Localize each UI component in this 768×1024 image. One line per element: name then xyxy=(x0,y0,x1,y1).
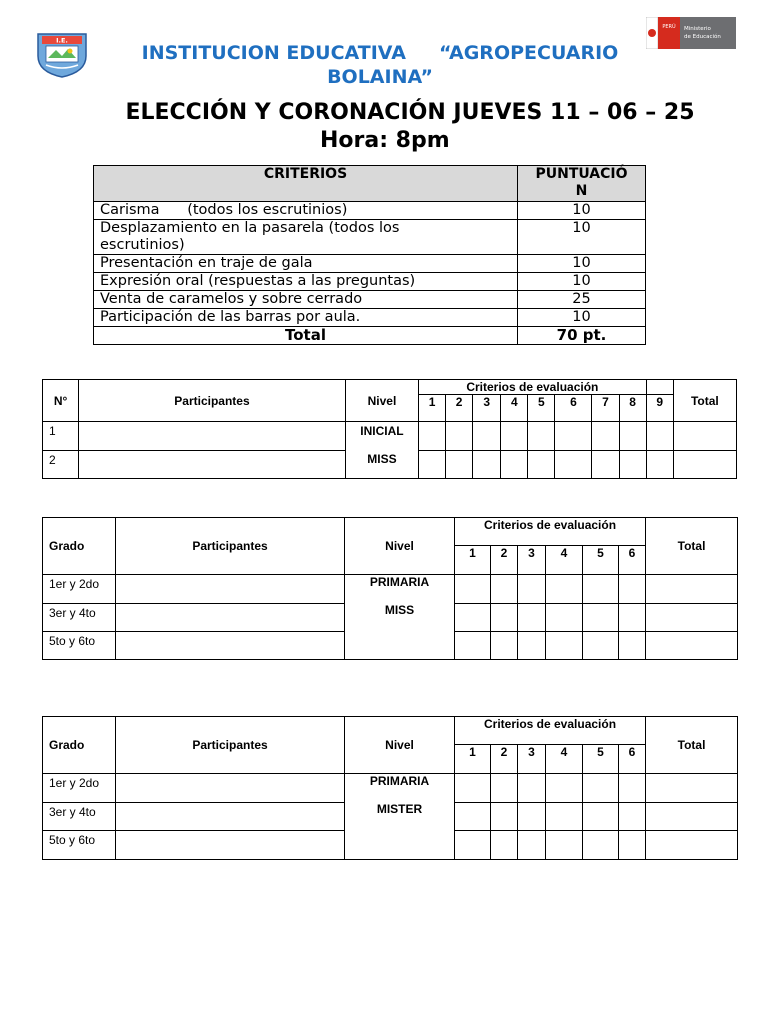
score-cell[interactable] xyxy=(583,774,619,803)
grade-header: Grado xyxy=(43,518,116,575)
event-title: ELECCIÓN Y CORONACIÓN JUEVES 11 – 06 – 25 xyxy=(125,100,695,125)
score-cell[interactable] xyxy=(555,422,592,451)
ministry-country-text: PERÚ xyxy=(662,24,676,30)
criteria-row xyxy=(94,220,646,255)
points-header xyxy=(518,166,646,202)
participants-header: Participantes xyxy=(116,717,345,774)
level-cell xyxy=(345,774,455,860)
grade-label: 3er y 4to xyxy=(43,803,116,831)
score-cell[interactable] xyxy=(491,575,518,604)
score-cell[interactable] xyxy=(491,831,518,860)
criterion-points: 10 xyxy=(518,255,646,273)
score-cell[interactable] xyxy=(619,831,646,860)
score-cell[interactable] xyxy=(491,604,518,632)
criterion-number: 4 xyxy=(546,745,583,774)
score-cell[interactable] xyxy=(555,451,592,479)
participants-header: Participantes xyxy=(79,380,346,422)
criteria-header: CRITERIOS xyxy=(94,166,518,202)
total-cell[interactable] xyxy=(673,422,736,451)
criterion-number: 3 xyxy=(518,546,546,575)
participant-cell[interactable] xyxy=(116,803,345,831)
score-cell[interactable] xyxy=(546,774,583,803)
criterion-number: 8 xyxy=(619,395,646,422)
criteria-evaluation-header: Criterios de evaluación xyxy=(419,380,647,395)
score-cell[interactable] xyxy=(546,604,583,632)
criterion-number: 2 xyxy=(491,546,518,575)
criterion-points: 10 xyxy=(518,220,646,255)
criterion-points: 10 xyxy=(518,273,646,291)
criteria-total-row xyxy=(94,327,646,345)
criteria-row xyxy=(94,273,646,291)
total-header: Total xyxy=(673,380,736,422)
total-cell[interactable] xyxy=(646,604,738,632)
institution-name-line2: BOLAINA” xyxy=(327,66,433,88)
criterion-number: 7 xyxy=(592,395,619,422)
criterion-number: 5 xyxy=(583,745,619,774)
criterion-number: 2 xyxy=(491,745,518,774)
ministry-name-line2: de Educación xyxy=(684,34,721,40)
score-cell[interactable] xyxy=(546,803,583,831)
grade-row xyxy=(43,575,738,604)
grade-label: 5to y 6to xyxy=(43,632,116,660)
total-cell[interactable] xyxy=(673,451,736,479)
score-cell[interactable] xyxy=(518,774,546,803)
score-cell[interactable] xyxy=(491,803,518,831)
criterion-number: 2 xyxy=(446,395,473,422)
score-cell[interactable] xyxy=(583,803,619,831)
score-cell[interactable] xyxy=(528,451,555,479)
score-cell[interactable] xyxy=(455,575,491,604)
criteria-row xyxy=(94,255,646,273)
participant-cell[interactable] xyxy=(116,632,345,660)
institution-name-line1: INSTITUCION EDUCATIVA “AGROPECUARIO xyxy=(141,42,619,64)
evaluation-table-inicial xyxy=(42,379,737,479)
score-cell[interactable] xyxy=(455,632,491,660)
total-cell[interactable] xyxy=(646,803,738,831)
criterion-text: Desplazamiento en la pasarela (todos los escrutinios) xyxy=(94,220,518,255)
participants-header: Participantes xyxy=(116,518,345,575)
level-line2: MISS xyxy=(384,603,415,617)
criterion-number: 3 xyxy=(473,395,501,422)
score-cell[interactable] xyxy=(619,774,646,803)
criteria-evaluation-header: Criterios de evaluación xyxy=(455,717,646,745)
score-cell[interactable] xyxy=(528,422,555,451)
total-cell[interactable] xyxy=(646,632,738,660)
score-cell[interactable] xyxy=(491,774,518,803)
grade-row xyxy=(43,774,738,803)
criteria-table xyxy=(93,165,646,345)
total-value: 70 pt. xyxy=(518,327,646,345)
grade-label: 5to y 6to xyxy=(43,831,116,860)
score-cell[interactable] xyxy=(619,803,646,831)
evaluation-table-primaria-mister xyxy=(42,716,738,860)
criterion-number: 5 xyxy=(583,546,619,575)
criterion-number: 1 xyxy=(455,745,491,774)
criterion-text: Expresión oral (respuestas a las preguntas) xyxy=(94,273,518,291)
score-cell[interactable] xyxy=(446,451,473,479)
score-cell[interactable] xyxy=(455,831,491,860)
row-number: 2 xyxy=(43,451,79,479)
score-cell[interactable] xyxy=(518,575,546,604)
score-cell[interactable] xyxy=(446,422,473,451)
number-header: N° xyxy=(43,380,79,422)
participant-cell[interactable] xyxy=(116,774,345,803)
score-cell[interactable] xyxy=(491,632,518,660)
total-header: Total xyxy=(646,518,738,575)
score-cell[interactable] xyxy=(501,451,528,479)
criterion-number: 1 xyxy=(419,395,446,422)
score-cell[interactable] xyxy=(455,604,491,632)
score-cell[interactable] xyxy=(455,803,491,831)
criterion-number: 6 xyxy=(619,546,646,575)
level-header: Nivel xyxy=(345,717,455,774)
score-cell[interactable] xyxy=(518,604,546,632)
participant-cell[interactable] xyxy=(79,451,346,479)
score-cell[interactable] xyxy=(619,575,646,604)
score-cell[interactable] xyxy=(546,575,583,604)
level-line1: PRIMARIA xyxy=(369,575,430,589)
level-line1: INICIAL xyxy=(360,424,404,438)
criterion-number: 1 xyxy=(455,546,491,575)
score-cell[interactable] xyxy=(518,831,546,860)
score-cell[interactable] xyxy=(473,451,501,479)
score-cell[interactable] xyxy=(646,451,673,479)
school-logo-text: I.E. xyxy=(56,36,68,45)
score-cell[interactable] xyxy=(583,604,619,632)
criterion-number: 9 xyxy=(646,395,673,422)
criterion-text: Participación de las barras por aula. xyxy=(94,309,518,327)
ministry-name-line1: Ministerio xyxy=(684,26,711,32)
participant-cell[interactable] xyxy=(116,575,345,604)
score-cell[interactable] xyxy=(619,604,646,632)
score-cell[interactable] xyxy=(583,632,619,660)
criteria-row xyxy=(94,202,646,220)
score-cell[interactable] xyxy=(592,451,619,479)
grade-label: 1er y 2do xyxy=(43,774,116,803)
score-cell[interactable] xyxy=(455,774,491,803)
participant-cell[interactable] xyxy=(116,831,345,860)
score-cell[interactable] xyxy=(546,831,583,860)
participant-cell[interactable] xyxy=(116,604,345,632)
score-cell[interactable] xyxy=(646,422,673,451)
level-line2: MISS xyxy=(367,452,397,466)
level-header: Nivel xyxy=(345,380,418,422)
score-cell[interactable] xyxy=(518,632,546,660)
evaluation-table-primaria-miss xyxy=(42,517,738,660)
criterion-number: 6 xyxy=(619,745,646,774)
level-line2: MISTER xyxy=(376,802,423,816)
criteria-row xyxy=(94,291,646,309)
row-number: 1 xyxy=(43,422,79,451)
total-label: Total xyxy=(94,327,518,345)
participant-row xyxy=(43,422,737,451)
total-header: Total xyxy=(646,717,738,774)
points-header-line2: N xyxy=(575,183,588,199)
level-cell xyxy=(345,575,455,660)
grade-label: 3er y 4to xyxy=(43,604,116,632)
school-crest-logo xyxy=(36,30,88,78)
criterion-number: 5 xyxy=(528,395,555,422)
criterion-text: Presentación en traje de gala xyxy=(94,255,518,273)
score-cell[interactable] xyxy=(619,632,646,660)
total-cell[interactable] xyxy=(646,831,738,860)
score-cell[interactable] xyxy=(419,422,446,451)
criteria-evaluation-header: Criterios de evaluación xyxy=(455,518,646,546)
criterion-text: Venta de caramelos y sobre cerrado xyxy=(94,291,518,309)
event-time: Hora: 8pm xyxy=(320,128,450,153)
blank-header-cell xyxy=(646,380,673,395)
total-cell[interactable] xyxy=(646,774,738,803)
score-cell[interactable] xyxy=(501,422,528,451)
criterion-number: 4 xyxy=(501,395,528,422)
level-cell xyxy=(345,422,418,479)
score-cell[interactable] xyxy=(518,803,546,831)
criterion-number: 6 xyxy=(555,395,592,422)
grade-label: 1er y 2do xyxy=(43,575,116,604)
grade-header: Grado xyxy=(43,717,116,774)
score-cell[interactable] xyxy=(473,422,501,451)
criterion-points: 10 xyxy=(518,202,646,220)
score-cell[interactable] xyxy=(583,575,619,604)
points-header-line1: PUNTUACIÓ xyxy=(535,166,628,182)
participant-cell[interactable] xyxy=(79,422,346,451)
level-line1: PRIMARIA xyxy=(369,774,430,788)
score-cell[interactable] xyxy=(583,831,619,860)
score-cell[interactable] xyxy=(592,422,619,451)
score-cell[interactable] xyxy=(546,632,583,660)
criterion-text: Carisma (todos los escrutinios) xyxy=(94,202,518,220)
criterion-number: 3 xyxy=(518,745,546,774)
criteria-row xyxy=(94,309,646,327)
criterion-number: 4 xyxy=(546,546,583,575)
criterion-points: 10 xyxy=(518,309,646,327)
score-cell[interactable] xyxy=(619,422,646,451)
criterion-points: 25 xyxy=(518,291,646,309)
level-header: Nivel xyxy=(345,518,455,575)
score-cell[interactable] xyxy=(619,451,646,479)
score-cell[interactable] xyxy=(419,451,446,479)
total-cell[interactable] xyxy=(646,575,738,604)
